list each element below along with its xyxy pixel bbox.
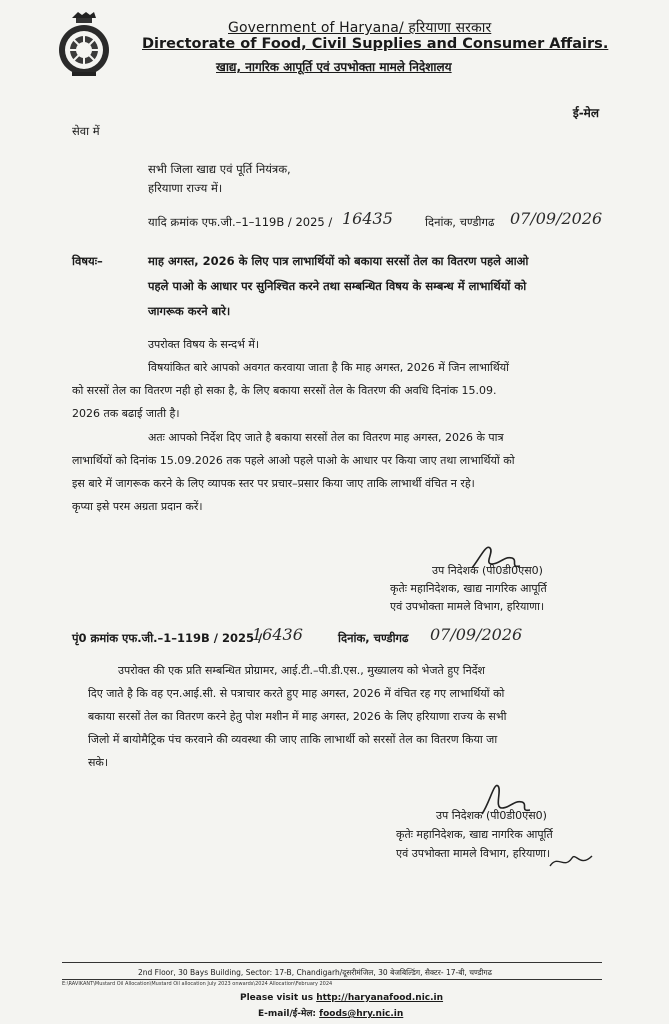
copy-line4: जिलो में बायोमैट्रिक पंच करवाने की व्यवस्था की जाए ताकि लाभार्थी को सरसों तेल का वितरण किया जा xyxy=(88,733,498,746)
sign2-dept-line: एवं उपभोक्ता मामले विभाग, हरियाणा। xyxy=(396,847,551,860)
haryana-emblem-icon xyxy=(52,10,116,78)
footer-divider xyxy=(62,962,602,963)
memo1-date-handwritten: 07/09/2026 xyxy=(510,209,603,228)
footer-email-link[interactable]: foods@hry.nic.in xyxy=(319,1009,404,1019)
footer-visit-prefix: Please visit us xyxy=(240,993,314,1003)
p1-line2: को सरसों तेल का वितरण नही हो सका है, के लिए बकाया सरसों तेल के वितरण की अवधि दिनांक 15.09. xyxy=(72,384,497,397)
subject-line3: जागरूक करने बारे। xyxy=(148,304,231,318)
memo1-ref-handwritten: 16435 xyxy=(342,209,393,228)
sign1-title: उप निदेशक (पी0डी0एस0) xyxy=(432,564,543,577)
email-label: ई-मेल xyxy=(572,106,599,120)
memo2-ref-handwritten: 16436 xyxy=(252,625,303,644)
p2-line1: अतः आपको निर्देश दिए जाते है बकाया सरसों तेल का वितरण माह अगस्त, 2026 के पात्र xyxy=(148,431,504,444)
addressee-line1: सभी जिला खाद्य एवं पूर्ति नियंत्रक, xyxy=(148,162,291,176)
footer-website-link[interactable]: http://haryanafood.nic.in xyxy=(316,993,444,1003)
p1-line3: 2026 तक बढाई जाती है। xyxy=(72,407,180,420)
subject-label: विषयः– xyxy=(72,254,103,268)
copy-line1: उपरोक्त की एक प्रति सम्बन्धित प्रोग्रामर, आई.टी.–पी.डी.एस., मुख्यालय को भेजते हुए निर्देश xyxy=(118,664,486,677)
ref-line: उपरोक्त विषय के सन्दर्भ में। xyxy=(148,338,260,351)
header-directorate-hindi: खाद्य, नागरिक आपूर्ति एवं उपभोक्ता मामले निदेशालय xyxy=(216,60,452,74)
seva-me: सेवा में xyxy=(72,124,100,138)
memo1-ref: यादि क्रमांक एफ.जी.–1–119B / 2025 / xyxy=(148,215,333,229)
p1-line1: विषयांकित बारे आपको अवगत करवाया जाता है कि माह अगस्त, 2026 में जिन लाभार्थियों xyxy=(148,361,509,374)
memo1-date-label: दिनांक, चण्डीगढ xyxy=(425,215,495,229)
header-directorate: Directorate of Food, Civil Supplies and Consumer Affairs. xyxy=(142,36,609,52)
sign1-dept-line: एवं उपभोक्ता मामले विभाग, हरियाणा। xyxy=(390,600,545,613)
copy-line5: सके। xyxy=(88,756,109,769)
memo2-ref: पृं0 क्रमांक एफ.जी.–1–119B / 2025 / xyxy=(72,631,263,645)
subject-line2: पहले पाओ के आधार पर सुनिश्चित करने तथा सम्बन्धित विषय के सम्बन्ध में लाभार्थियों को xyxy=(148,279,527,293)
footer-file-path: E:\RAVIKANT\Mustard Oil Allocation\Mustard Oil allocation July 2023 onwards\2024 Allocation\February 2024 xyxy=(62,981,333,987)
memo2-date-label: दिनांक, चण्डीगढ xyxy=(338,631,409,645)
subject-line1: माह अगस्त, 2026 के लिए पात्र लाभार्थियों को बकाया सरसों तेल का वितरण पहले आओ xyxy=(148,254,529,268)
sign2-for-line: कृतेः महानिदेशक, खाद्य नागरिक आपूर्ति xyxy=(396,828,553,841)
sign2-title: उप निदेशक (पी0डी0एस0) xyxy=(436,809,547,822)
addressee-line2: हरियाणा राज्य में। xyxy=(148,181,223,195)
header-government: Government of Haryana/ हरियाणा सरकार xyxy=(228,20,492,36)
footer-email xyxy=(258,1006,403,1019)
p2-line3: इस बारे में जागरूक करने के लिए व्यापक स्तर पर प्रचार–प्रसार किया जाए ताकि लाभार्थी वंचित न रहे। xyxy=(72,477,475,490)
footer-address: 2nd Floor, 30 Bays Building, Sector: 17-B, Chandigarh/दूसरीमंजिल, 30 बेजबिल्डिंग, सैक्टर- 17-बी, चण्डीगढ xyxy=(138,968,492,977)
footer-email-prefix: E-mail/ई-मेल: xyxy=(258,1009,317,1019)
copy-line2: दिए जाते है कि वह एन.आई.सी. से पत्राचार करते हुए माह अगस्त, 2026 में वंचित रह गए लाभार्थियों को xyxy=(88,687,505,700)
sign1-for-line: कृतेः महानिदेशक, खाद्य नागरिक आपूर्ति xyxy=(390,582,547,595)
p2-line2: लाभार्थियों को दिनांक 15.09.2026 तक पहले आओ पहले पाओ के आधार पर किया जाए तथा लाभार्थियों को xyxy=(72,454,515,467)
p2-line4: कृप्या इसे परम अग्रता प्रदान करें। xyxy=(72,500,203,513)
copy-line3: बकाया सरसों तेल का वितरण करने हेतु पोश मशीन में माह अगस्त, 2026 के लिए हरियाणा राज्य के सभी xyxy=(88,710,507,723)
memo2-date-handwritten: 07/09/2026 xyxy=(430,625,523,644)
footer-visit xyxy=(240,993,443,1003)
footer-divider-2 xyxy=(62,979,602,980)
